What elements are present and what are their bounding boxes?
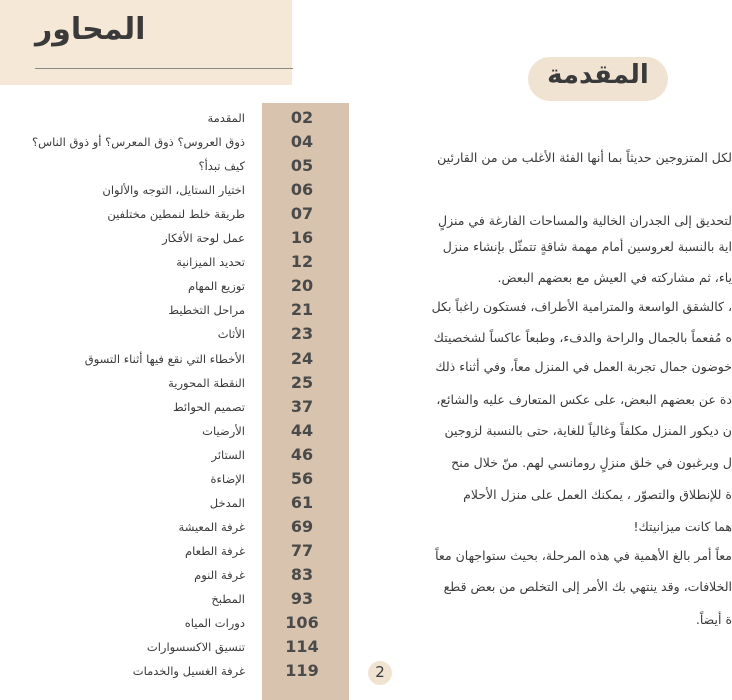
intro-line-text: لكل المتزوجين حديثاً بما أنها الفئة الأغلب من من القارئين	[437, 150, 732, 165]
toc-item-page: 93	[290, 589, 314, 608]
intro-line	[372, 330, 732, 345]
toc-item-page: 21	[290, 300, 314, 320]
toc-item-label: الإضاءة	[210, 471, 245, 486]
toc-item-page: 106	[285, 613, 319, 633]
toc-item-page: 12	[290, 252, 314, 272]
toc-item[interactable]	[0, 179, 314, 203]
toc-item[interactable]	[0, 660, 319, 684]
toc-item-label: غرفة الغسيل والخدمات	[132, 664, 245, 679]
intro-line-text: لتحديق إلى الجدران الخالية والمساحات الفارغة في منزلٍ	[437, 213, 732, 228]
toc-item-page: 114	[285, 637, 319, 657]
toc-item-page: 61	[290, 492, 314, 512]
intro-line-text: الخلافات، وقد ينتهي بك الأمر إلى التخلص من بعض قطع	[443, 579, 732, 594]
toc-item[interactable]	[0, 396, 314, 420]
toc-item-page: 06	[290, 180, 314, 200]
intro-line-text: ياء، ثم مشاركته في العيش مع بعضهم البعض.	[497, 270, 732, 285]
toc-item[interactable]	[0, 516, 314, 540]
toc-item-label: تنسيق الاكسسوارات	[146, 640, 245, 655]
toc-item[interactable]	[0, 131, 314, 155]
toc-item-label: طريقة خلط لنمطين مختلفين	[107, 207, 245, 222]
toc-item-page: 77	[290, 540, 314, 560]
toc-item[interactable]	[0, 492, 314, 516]
toc-item[interactable]	[0, 588, 314, 612]
toc-item-label: عمل لوحة الأفكار	[162, 231, 245, 246]
intro-line	[372, 487, 732, 502]
intro-line-text: اية بالنسبة لعروسين أمام مهمة شاقةٍ تتمثّل بإنشاء منزل	[442, 239, 732, 254]
toc-item[interactable]	[0, 107, 314, 131]
toc-item-label: تحديد الميزانية	[176, 255, 245, 270]
intro-line	[372, 150, 732, 165]
intro-line-text: ة أيضاً.	[695, 612, 732, 627]
intro-line	[372, 213, 732, 228]
toc-item-page: 56	[290, 468, 314, 488]
toc-item-page: 25	[290, 372, 314, 392]
toc-title: المحاور	[35, 12, 146, 47]
toc-item-label: الأرضيات	[202, 423, 245, 438]
toc-item-label: الأثاث	[217, 327, 245, 342]
toc-item[interactable]	[0, 299, 314, 323]
toc-item[interactable]	[0, 251, 314, 275]
toc-item[interactable]	[0, 203, 314, 227]
toc-item-page: 05	[290, 156, 314, 176]
toc-item-page: 02	[290, 108, 314, 127]
intro-line-text: ، كالشقق الواسعة والمترامية الأطراف، فستكون راغباً بكل	[431, 299, 732, 314]
toc-item-page: 04	[290, 132, 314, 152]
intro-line	[372, 548, 732, 563]
intro-line	[372, 579, 732, 594]
intro-line-text: دة عن بعضهم البعض، على عكس المتعارف عليه والشائع،	[436, 392, 732, 407]
toc-item[interactable]	[0, 564, 314, 588]
toc-item-label: الستائر	[211, 447, 245, 462]
intro-line	[372, 612, 732, 627]
toc-item[interactable]	[0, 275, 314, 299]
toc-item-label: غرفة المعيشة	[178, 519, 245, 534]
toc-item-page: 37	[290, 396, 314, 416]
toc-item-label: اختيار الستايل، التوجه والألوان	[102, 183, 245, 198]
toc-item-label: مراحل التخطيط	[168, 303, 245, 318]
toc-item-page: 46	[290, 444, 314, 464]
toc-item[interactable]	[0, 636, 319, 660]
toc-item-label: ذوق العروس؟ ذوق المعرس؟ أو ذوق الناس؟	[32, 135, 245, 150]
page-number: 2	[375, 663, 385, 681]
toc-item-label: دورات المياه	[184, 616, 245, 631]
toc-item-page: 20	[290, 276, 314, 296]
toc-item-label: الأخطاء التي نقع فيها أثناء التسوق	[84, 351, 245, 366]
toc-item[interactable]	[0, 612, 319, 636]
toc-item[interactable]	[0, 323, 314, 347]
intro-line-text: ه مُفعماً بالجمال والراحة والدفء، وطبعاً عاكساً لشخصيتك	[433, 330, 732, 345]
intro-line	[372, 423, 732, 438]
intro-line	[372, 519, 732, 534]
toc-item[interactable]	[0, 420, 314, 444]
toc-item[interactable]	[0, 372, 314, 396]
toc-item-label: غرفة النوم	[194, 567, 245, 582]
toc-item-page: 44	[290, 420, 314, 440]
intro-line-text: معاً أمر بالغ الأهمية في هذه المرحلة، بحيث ستواجهان معاً	[435, 548, 732, 563]
intro-line-text: خوضون جمال تجربة العمل في المنزل معاً، وفي أثناء ذلك	[435, 359, 732, 374]
intro-line-text: ن ديكور المنزل مكلفاً وغالياً للغاية، حتى بالنسبة لزوجين	[444, 423, 732, 438]
toc-item-label: النقطة المحورية	[168, 375, 245, 390]
toc-divider	[35, 68, 293, 69]
toc-item-page: 23	[290, 324, 314, 344]
intro-line-text: ة للإنطلاق والتصوّر ، يمكنك العمل على منزل الأحلام	[463, 487, 732, 502]
toc-item[interactable]	[0, 227, 314, 251]
toc-item-label: المطبخ	[211, 592, 245, 606]
toc-item-label: كيف تبدأ؟	[198, 159, 245, 174]
toc-item[interactable]	[0, 155, 314, 179]
intro-line-text: ل ويرغبون في خلق منزلٍ رومانسي لهم. منّ خلال منح	[451, 455, 732, 470]
toc-item-page: 83	[290, 564, 314, 584]
intro-line	[372, 359, 732, 374]
toc-item-label: المقدمة	[207, 111, 245, 125]
toc-item[interactable]	[0, 468, 314, 492]
intro-line	[372, 299, 732, 314]
toc-item-page: 24	[290, 348, 314, 368]
toc-item-page: 07	[290, 204, 314, 224]
toc-item-label: توزيع المهام	[188, 279, 245, 294]
toc-item-label: غرفة الطعام	[185, 543, 245, 558]
intro-line	[372, 455, 732, 470]
toc-item-page: 119	[285, 661, 319, 681]
intro-line-text: هما كانت ميزانيتك!	[633, 519, 732, 534]
intro-line	[372, 270, 732, 285]
intro-line	[372, 239, 732, 254]
toc-item[interactable]	[0, 540, 314, 564]
toc-item-label: المدخل	[209, 495, 245, 510]
intro-line	[372, 392, 732, 407]
toc-item[interactable]	[0, 444, 314, 468]
toc-item[interactable]	[0, 348, 314, 372]
toc-item-page: 69	[290, 516, 314, 536]
toc-item-page: 16	[290, 228, 314, 248]
toc-item-label: تصميم الحوائط	[173, 399, 245, 414]
intro-title: المقدمة	[547, 60, 649, 90]
